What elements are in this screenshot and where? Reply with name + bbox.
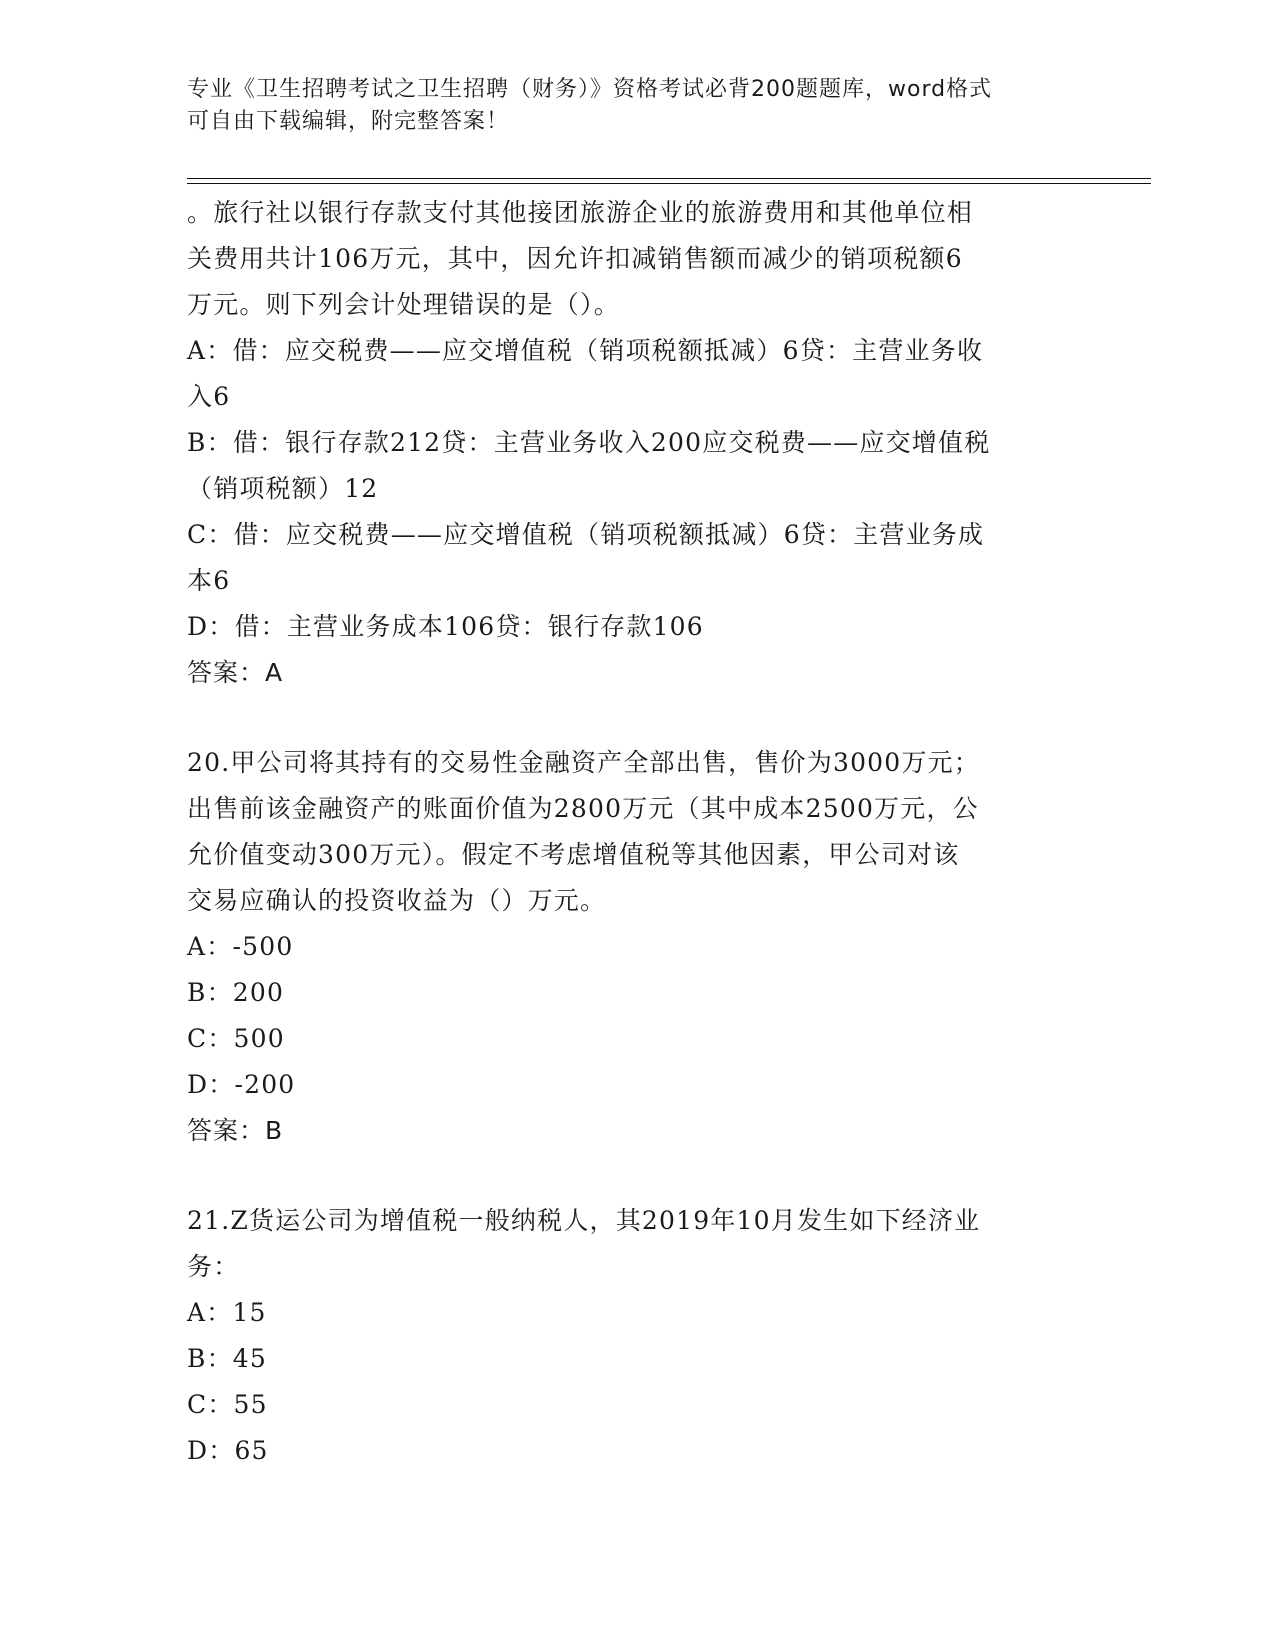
question-text-line: 。旅行社以银行存款支付其他接团旅游企业的旅游费用和其他单位相 <box>187 198 974 227</box>
option-b-line: B：借：银行存款212贷：主营业务收入200应交税费——应交增值税 <box>187 428 991 457</box>
header-divider-top <box>187 178 1151 179</box>
option-b: B：200 <box>187 978 285 1007</box>
option-d: D：65 <box>187 1436 269 1465</box>
option-a: A：-500 <box>187 932 294 961</box>
question-text-line: 务： <box>187 1252 240 1281</box>
question-text-line: 允价值变动300万元）。假定不考虑增值税等其他因素，甲公司对该 <box>187 840 960 869</box>
question-text-line: 20.甲公司将其持有的交易性金融资产全部出售，售价为3000万元； <box>187 748 980 777</box>
option-c-line: 本6 <box>187 566 231 595</box>
header-title-line-1: 专业《卫生招聘考试之卫生招聘（财务）》资格考试必背200题题库，word格式 <box>187 77 993 102</box>
option-d-line: D：借：主营业务成本106贷：银行存款106 <box>187 612 704 641</box>
question-text-line: 关费用共计106万元，其中，因允许扣减销售额而减少的销项税额6 <box>187 244 963 273</box>
question-text-line: 21.Z货运公司为增值税一般纳税人，其2019年10月发生如下经济业 <box>187 1206 981 1235</box>
question-text-line: 出售前该金融资产的账面价值为2800万元（其中成本2500万元，公 <box>187 794 979 823</box>
answer-label: 答案：A <box>187 658 284 687</box>
option-b-line: （销项税额）12 <box>187 474 379 503</box>
question-text-line: 万元。则下列会计处理错误的是（）。 <box>187 290 620 319</box>
option-d: D：-200 <box>187 1070 296 1099</box>
question-21 <box>187 1198 1087 1474</box>
question-20 <box>187 740 1087 1154</box>
document-header <box>187 74 1087 138</box>
question-19 <box>187 190 1087 696</box>
option-a: A：15 <box>187 1298 267 1327</box>
option-c-line: C：借：应交税费——应交增值税（销项税额抵减）6贷：主营业务成 <box>187 520 985 549</box>
spacer <box>187 1154 1087 1198</box>
option-c: C：55 <box>187 1390 268 1419</box>
document-body <box>187 190 1087 1474</box>
option-b: B：45 <box>187 1344 267 1373</box>
option-a-line: 入6 <box>187 382 231 411</box>
question-text-line: 交易应确认的投资收益为（）万元。 <box>187 886 607 915</box>
option-c: C：500 <box>187 1024 285 1053</box>
header-divider-bottom <box>187 183 1151 184</box>
spacer <box>187 696 1087 740</box>
header-title-line-2: 可自由下载编辑，附完整答案！ <box>187 109 510 134</box>
answer-label: 答案：B <box>187 1116 284 1145</box>
option-a-line: A：借：应交税费——应交增值税（销项税额抵减）6贷：主营业务收 <box>187 336 984 365</box>
